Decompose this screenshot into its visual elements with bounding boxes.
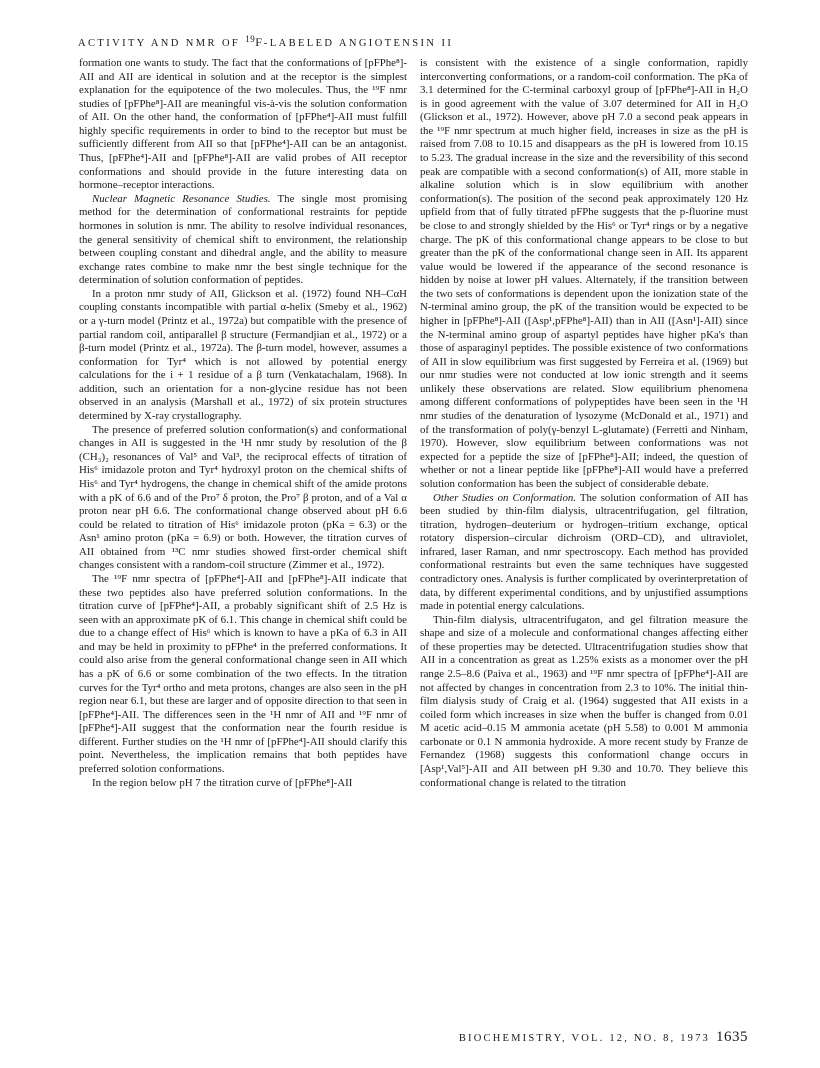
- right-column: [420, 57, 748, 790]
- running-head: [78, 34, 758, 50]
- paragraph-titration-below-ph7: In the region below pH 7 the titration curve of [pFPhe⁸]-AII: [92, 776, 353, 789]
- paragraph-proton-nmr: In a proton nmr study of AII, Glickson et al. (1972) found NH–CαH coupling constants incompatible with partial α-helix (Smeby et al., 1962) or a γ-turn model (Printz et al., 1972a) but compatible with the presence of partial random coil, antiparallel β structure (Fermandjian et al., 1972) or a β-turn model (Printz et al., 1972a). The β-turn model, however, assumes a conformation for Tyr⁴ which is not allowed by potential energy calculations for the i + 1 residue of a β turn (Venkatachalam, 1968). In addition, such an orientation for a non-glycine residue has not been observed in an analysis (Marshall et al., 1972) of six protein structures determined by X-ray crystallography.: [79, 287, 407, 423]
- page-footer: [420, 1028, 748, 1046]
- page-number: 1635: [716, 1029, 748, 1045]
- left-column: [79, 57, 407, 790]
- running-head-element: F: [255, 35, 264, 49]
- paragraph-nmr-studies: Nuclear Magnetic Resonance Studies. The single most promising method for the determination of conformational restraints for peptide hormones in solution is nmr. The ability to resolve individual resonances, the general sensitivity of chemical shift to environment, the relationship between coupling constant and dihedral angle, and the ability to measure exchange rates combine to make nmr the best single technique for the determination of solution conformation of peptides.: [79, 192, 407, 287]
- running-head-part-a: ACTIVITY AND NMR OF: [78, 38, 246, 49]
- paragraph-thin-film-dialysis: Thin-film dialysis, ultracentrifugaton, and gel filtration measure the shape and size of a molecule and conformational changes affecting either of these properties may be detected. Ultracentrifugation studies show that AII in a concentration as great as 1.25% exists as a monomer over the pH range 2.5–8.6 (Paiva et al., 1963) and ¹⁹F nmr spectra of [pFPhe⁴]-AII are not affected by changes in concentration from 2.3 to 10%. The initial thin-film dialysis study of Craig et al. (1964) suggested that AII exists in a coiled form which increases in size when the buffer is changed from 0.01 M acetic acid–0.15 M ammonia acetate (pH 5.58) to 0.001 M ammonia carbonate or 0.1 N ammonia hydroxide. A more recent study by Franze de Fernandez (1968) suggests this conformationl change occurs in [Asp¹,Val⁵]-AII and AII between pH 9.30 and 10.70. They believe this conformational change is related to the titration: [420, 613, 748, 789]
- paragraph-continuation: formation one wants to study. The fact that the conformations of [pFPhe⁸]-AII and AII are identical in solution and at the receptor is the simplest explanation for the equipotence of the two molecules. Thus, the ¹⁹F nmr studies of [pFPhe⁸]-AII are meaningful vis-à-vis the solution conformation of AII. On the other hand, the conformation of [pFPhe⁴]-AII must fulfill highly specific requirements in order to bind to the receptor but must be sufficiently different from AII so that [pFPhe⁴]-AII can be an antagonist. Thus, [pFPhe⁴]-AII and [pFPhe⁸]-AII are valid probes of AII receptor conformations and should provide in the future interesting data on hormone–receptor interactions.: [79, 57, 407, 192]
- paragraph-other-studies: Other Studies on Conformation. The solution conformation of AII has been studied by thin-film dialysis, ultracentrifugation, gel filtration, titration, hydrogen–deuterium or hydrogen–tritium exchange, optical rotatory dispersion–circular dichroism (ORD–CD), and ultraviolet, infrared, laser Raman, and nmr spectroscopy. Each method has provided conformational restraints but even the same techniques have suggested contradictory ones. Analysis is further complicated by overinterpretation of data, by different experimental conditions, and by unjustified assumptions made in potential energy calculations.: [420, 491, 748, 613]
- running-head-part-c: -LABELED ANGIOTENSIN II: [263, 38, 454, 49]
- paragraph-single-conformation: is consistent with the existence of a single conformation, rapidly interconverting conformations, or a random-coil conformation. The pKa of 3.1 determined for the C-terminal carboxyl group of [pFPhe⁸]-AII in H₂O is in good agreement with the value of 3.07 determined for AII in H₂O (Glickson et al., 1972). However, above pH 7.0 a second peak appears in the ¹⁹F nmr spectrum at much higher field, increases in size as the pH is raised from 7.08 to 10.15 and disappears as the pH is lowered from 10.15 to 5.23. The gradual increase in the size and the reversibility of this second peak are compatible with a second conformation(s) of AII, more stable in alkaline solution which is in slow equilibrium with another conformation(s). The position of the second peak approximately 120 Hz upfield from that of fully titrated pFPhe suggests that the p-fluorine must be close to and strongly shielded by the His⁶ or Tyr⁴ rings or by a negative charge. The pK of this conformational change appears to be close to but greater than the pK of the conformational change seen in AII. Its apparent value would be lowered if the appearance of the second resonance is hidden by noise at lower pH values. Alternately, if the transition between the two sets of conformations is dependent upon the ionization state of the N-terminal amino group, the pK of the transition would be expected to be higher in [pFPhe⁸]-AII ([Asp¹,pFPhe⁸]-AII) than in AII ([Asn¹]-AII) since the N-terminal amino group of aspartyl peptides have higher pKa's than those of asparaginyl peptides. The possible existence of two conformations of AII in slow equilibrium was first suggested by Ferreira et al. (1969) but our nmr studies were not conducted at low ionic strength and it seems unlikely these observations are related. Slow equilibrium phenomena among different conformations of polypeptides have been seen in the ¹H nmr studies of the denaturation of lysozyme (McDonald et al., 1971) and of the transformation of poly(γ-benzyl L-glutamate) (Ferretti and Ninham, 1970). However, slow equilibrium between conformations was not expected for a peptide the size of [pFPhe⁸]-AII; indeed, the question of whether or not a linear peptide like [pFPhe⁸]-AII would have a preferred solution conformation has been the subject of considerable debate.: [420, 57, 748, 490]
- paragraph-19f-spectra: The ¹⁹F nmr spectra of [pFPhe⁴]-AII and [pFPhe⁸]-AII indicate that these two peptides also have preferred solution conformations. In the titration curve of [pFPhe⁴]-AII, a probably significant shift of 2.5 Hz is seen with an approximate pK of 6.1. This change in chemical shift could be due to a change effect of His⁶ which is known to have a pKa of 6.3 in AII and may be held in proximity to pFPhe⁴ in the preferred conformations. It could also arise from the general conformational change seen in AII which has a pK of 6.6 or some combination of the two effects. In the titration curves for the Tyr⁴ ortho and meta protons, changes are also seen in the pH region near 6.1, but these are larger and of opposite direction to that seen in [pFPhe⁴]-AII. The differences seen in the ¹H nmr of AII and ¹⁹F nmr of [pFPhe⁴]-AII suggest that the conformation near the fourth residue is different. Further studies on the ¹H nmr of [pFPhe⁴]-AII should clarify this point. Nevertheless, the implication remains that both peptides have preferred solotion conformations.: [79, 572, 407, 776]
- running-head-isotope: 19: [245, 34, 256, 44]
- paragraph-preferred-conformations: The presence of preferred solution conformation(s) and conformational changes in AII is suggested in the ¹H nmr study by resolution of the β (CH₃)₂ resonances of Val⁵ and Val³, the reciprocal effects of titration of His⁶ imidazole proton and Tyr⁴ hydroxyl proton on the chemical shifts of His⁶ and Tyr⁴ hydrogens, the change in chemical shift of the amide protons with a pK of 6.6 and of the Pro⁷ δ proton, the Pro⁷ β proton, and of a Val α proton near pH 6.6. The conformational change observed about pH 6.6 could be related to titration of His⁶ imidazole proton (pKa = 6.3) or the Asn¹ amino proton (pKa = 6.9) or both. However, the titration curves of AII obtained from ¹³C nmr studies showed first-order chemical shift changes consistent with a random-coil structure (Zimmer et al., 1972).: [79, 423, 407, 572]
- journal-citation: BIOCHEMISTRY, VOL. 12, NO. 8, 1973: [458, 1033, 710, 1044]
